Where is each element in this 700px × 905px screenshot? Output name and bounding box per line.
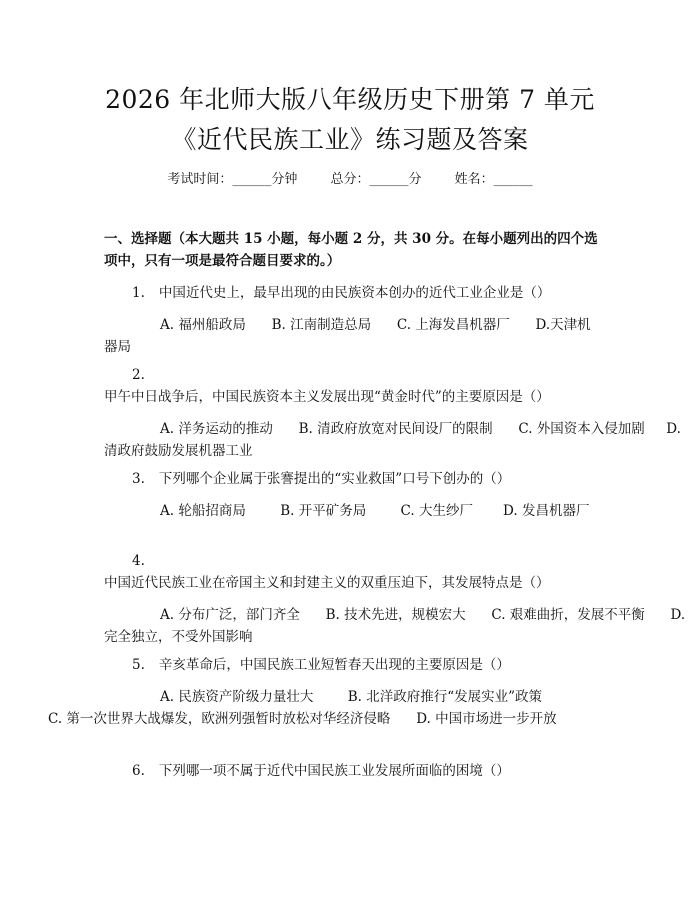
question-number: 6. bbox=[132, 763, 145, 779]
option-b: B. 江南制造总局 bbox=[271, 317, 372, 333]
option-d: D. 发昌机器厂 bbox=[503, 503, 590, 519]
option-a: A. 轮船招商局 bbox=[160, 503, 246, 519]
option-b: B. 北洋政府推行“发展实业”政策 bbox=[347, 689, 542, 705]
score-label: 总分： bbox=[330, 172, 370, 187]
option-a: A. 民族资产阶级力量壮大 bbox=[160, 689, 314, 705]
score-blank: ______ bbox=[369, 172, 409, 187]
question-number: 2. bbox=[132, 367, 145, 383]
question-number: 3. bbox=[132, 471, 145, 487]
options bbox=[48, 686, 600, 730]
question-stem: 下列哪一项不属于近代中国民族工业发展所面临的困境（） bbox=[158, 763, 510, 779]
option-d: D. 中国市场进一步开放 bbox=[416, 711, 557, 727]
option-b: B. 开平矿务局 bbox=[280, 503, 367, 519]
time-unit: 分钟 bbox=[271, 172, 298, 187]
option-c: C. 外国资本入侵加剧 bbox=[518, 421, 645, 437]
question-number: 1. bbox=[132, 285, 145, 301]
option-d: D. 清政府鼓励发展机器工业 bbox=[104, 421, 681, 459]
question-6 bbox=[104, 760, 600, 782]
option-d: D.天津机器局 bbox=[104, 317, 591, 355]
options bbox=[104, 314, 600, 358]
question-5 bbox=[48, 654, 600, 730]
question-1 bbox=[104, 282, 600, 358]
question-2 bbox=[104, 364, 681, 462]
time-label: 考试时间： bbox=[167, 172, 233, 187]
option-a: A. 福州船政局 bbox=[160, 317, 246, 333]
name-label: 姓名： bbox=[454, 172, 494, 187]
option-b: B. 清政府放宽对民间设厂的限制 bbox=[298, 421, 493, 437]
time-blank: ______ bbox=[232, 172, 272, 187]
options bbox=[104, 500, 600, 522]
title-line-2: 《近代民族工业》练习题及答案 bbox=[171, 125, 529, 154]
option-d: D. 完全独立，不受外国影响 bbox=[104, 607, 686, 645]
options bbox=[104, 418, 681, 462]
name-blank: ______ bbox=[493, 172, 533, 187]
question-number: 5. bbox=[132, 657, 145, 673]
options bbox=[104, 604, 686, 648]
question-stem: 甲午中日战争后，中国民族资本主义发展出现“黄金时代”的主要原因是（） bbox=[104, 389, 550, 405]
exam-meta bbox=[0, 168, 700, 187]
question-number: 4. bbox=[132, 553, 145, 569]
option-a: A. 分布广泛，部门齐全 bbox=[160, 607, 300, 623]
option-c: C. 艰难曲折，发展不平衡 bbox=[491, 607, 645, 623]
option-c: C. 上海发昌机器厂 bbox=[396, 317, 510, 333]
question-3 bbox=[104, 468, 600, 522]
question-stem: 中国近代民族工业在帝国主义和封建主义的双重压迫下，其发展特点是（） bbox=[104, 575, 550, 591]
option-c: C. 第一次世界大战爆发，欧洲列强暂时放松对华经济侵略 bbox=[48, 711, 391, 727]
score-unit: 分 bbox=[408, 172, 422, 187]
question-stem: 辛亥革命后，中国民族工业短暂春天出现的主要原因是（） bbox=[158, 657, 510, 673]
question-4 bbox=[104, 550, 686, 648]
title-line-1: 2026 年北师大版八年级历史下册第 7 单元 bbox=[105, 85, 595, 114]
option-a: A. 洋务运动的推动 bbox=[160, 421, 273, 437]
question-stem: 下列哪个企业属于张謇提出的“实业救国”口号下创办的（） bbox=[158, 471, 511, 487]
option-b: B. 技术先进，规模宏大 bbox=[325, 607, 466, 623]
question-stem: 中国近代史上，最早出现的由民族资本创办的近代工业企业是（） bbox=[158, 285, 551, 301]
option-c: C. 大生纱厂 bbox=[400, 503, 473, 519]
section-heading: 一、选择题（本大题共 15 小题，每小题 2 分，共 30 分。在每小题列出的四个选项中，只有一项是最符合题目要求的。） bbox=[104, 231, 598, 269]
